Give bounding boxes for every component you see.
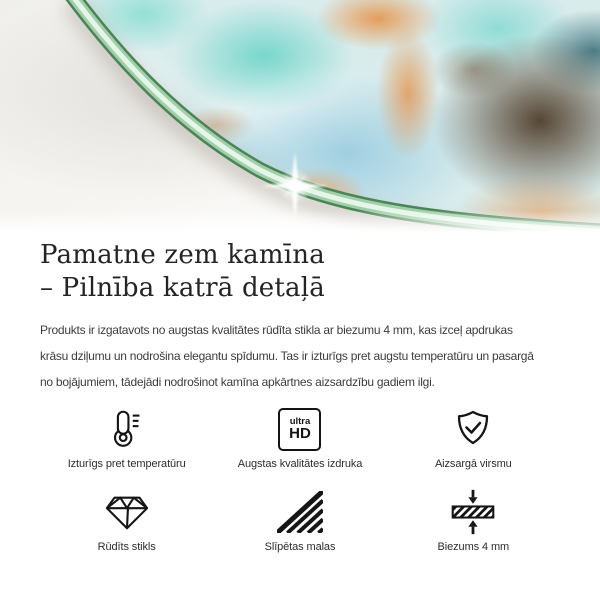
page-title-line2: – Pilnība katrā detaļā [40, 273, 325, 303]
thermometer-icon [104, 405, 150, 453]
feature-thickness-4mm [387, 488, 560, 553]
glass-edge-highlight [68, 0, 600, 232]
ultra-hd-badge-bottom: HD [289, 425, 311, 442]
product-description [40, 317, 560, 395]
thickness-icon [449, 488, 497, 536]
feature-tempered-glass [40, 488, 213, 553]
hero-bottom-fade [0, 210, 600, 232]
description-line: krāsu dziļumu un nodrošina elegantu spīdumu. Tas ir izturīgs pret augstu temperatūru un pasargā [40, 349, 534, 363]
feature-grid [40, 405, 560, 553]
beveled-edges-icon [277, 488, 323, 536]
ultra-hd-icon [278, 405, 321, 453]
feature-label: Aizsargā virsmu [434, 458, 512, 470]
diamond-icon [102, 488, 152, 536]
product-hero-image [0, 0, 600, 232]
feature-protects-surface [387, 405, 560, 470]
feature-label: Slīpētas malas [264, 541, 336, 553]
feature-label: Biezums 4 mm [437, 541, 510, 553]
feature-label: Augstas kvalitātes izdruka [237, 458, 363, 470]
ultra-hd-badge-top: ultra [289, 416, 311, 427]
feature-label: Rūdīts stikls [97, 541, 156, 553]
page-title [40, 239, 560, 305]
page-title-line1: Pamatne zem kamīna [40, 240, 325, 270]
feature-label: Izturīgs pret temperatūru [67, 458, 186, 470]
feature-ultra-hd-print [213, 405, 386, 470]
description-line: no bojājumiem, tādejādi nodrošinot kamīna apkārtnes aizsardzību gadiem ilgi. [40, 375, 435, 389]
glass-edge-graphic [0, 0, 600, 232]
feature-beveled-edges [213, 488, 386, 553]
feature-temperature-resistant [40, 405, 213, 470]
description-line: Produkts ir izgatavots no augstas kvalitātes rūdīta stikla ar biezumu 4 mm, kas izceļ apdrukas [40, 323, 513, 337]
shield-check-icon [451, 405, 495, 453]
